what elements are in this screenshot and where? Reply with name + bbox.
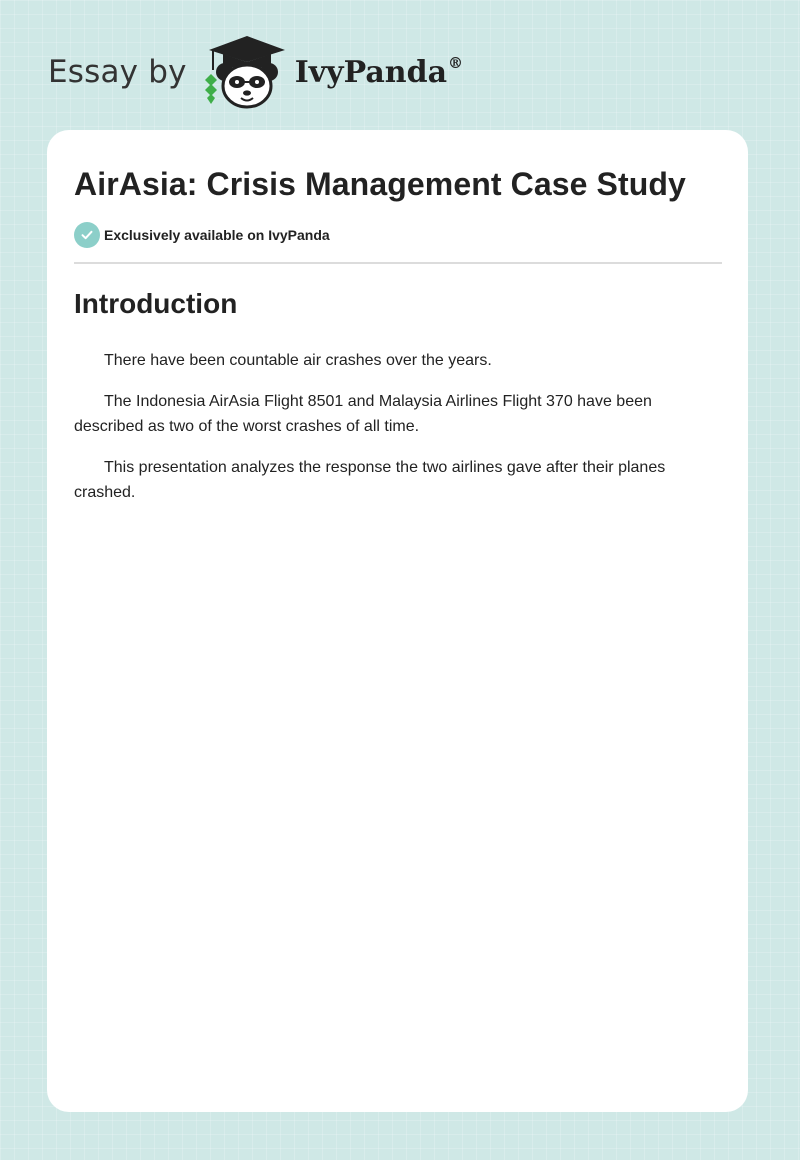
brand-name: IvyPanda® (294, 54, 464, 90)
paragraph: There have been countable air crashes over the years. (104, 352, 492, 369)
section-heading: Introduction (74, 288, 238, 319)
essay-title: AirAsia: Crisis Management Case Study (74, 166, 686, 202)
title-divider (74, 262, 722, 264)
essay-by-label: Essay by (48, 53, 187, 90)
exclusive-badge-text: Exclusively available on IvyPanda (104, 227, 330, 243)
registered-mark: ® (448, 54, 464, 72)
essay-card (47, 130, 748, 1112)
check-circle-icon (74, 222, 100, 248)
paragraph: The Indonesia AirAsia Flight 8501 and Malaysia Airlines Flight 370 have been described as two of the worst crashes of all time. (74, 393, 652, 435)
paragraph: This presentation analyzes the response the two airlines gave after their planes crashed. (74, 459, 666, 501)
panda-graduate-logo-icon[interactable] (201, 34, 293, 110)
exclusive-badge (74, 221, 722, 249)
site-header (48, 34, 463, 110)
